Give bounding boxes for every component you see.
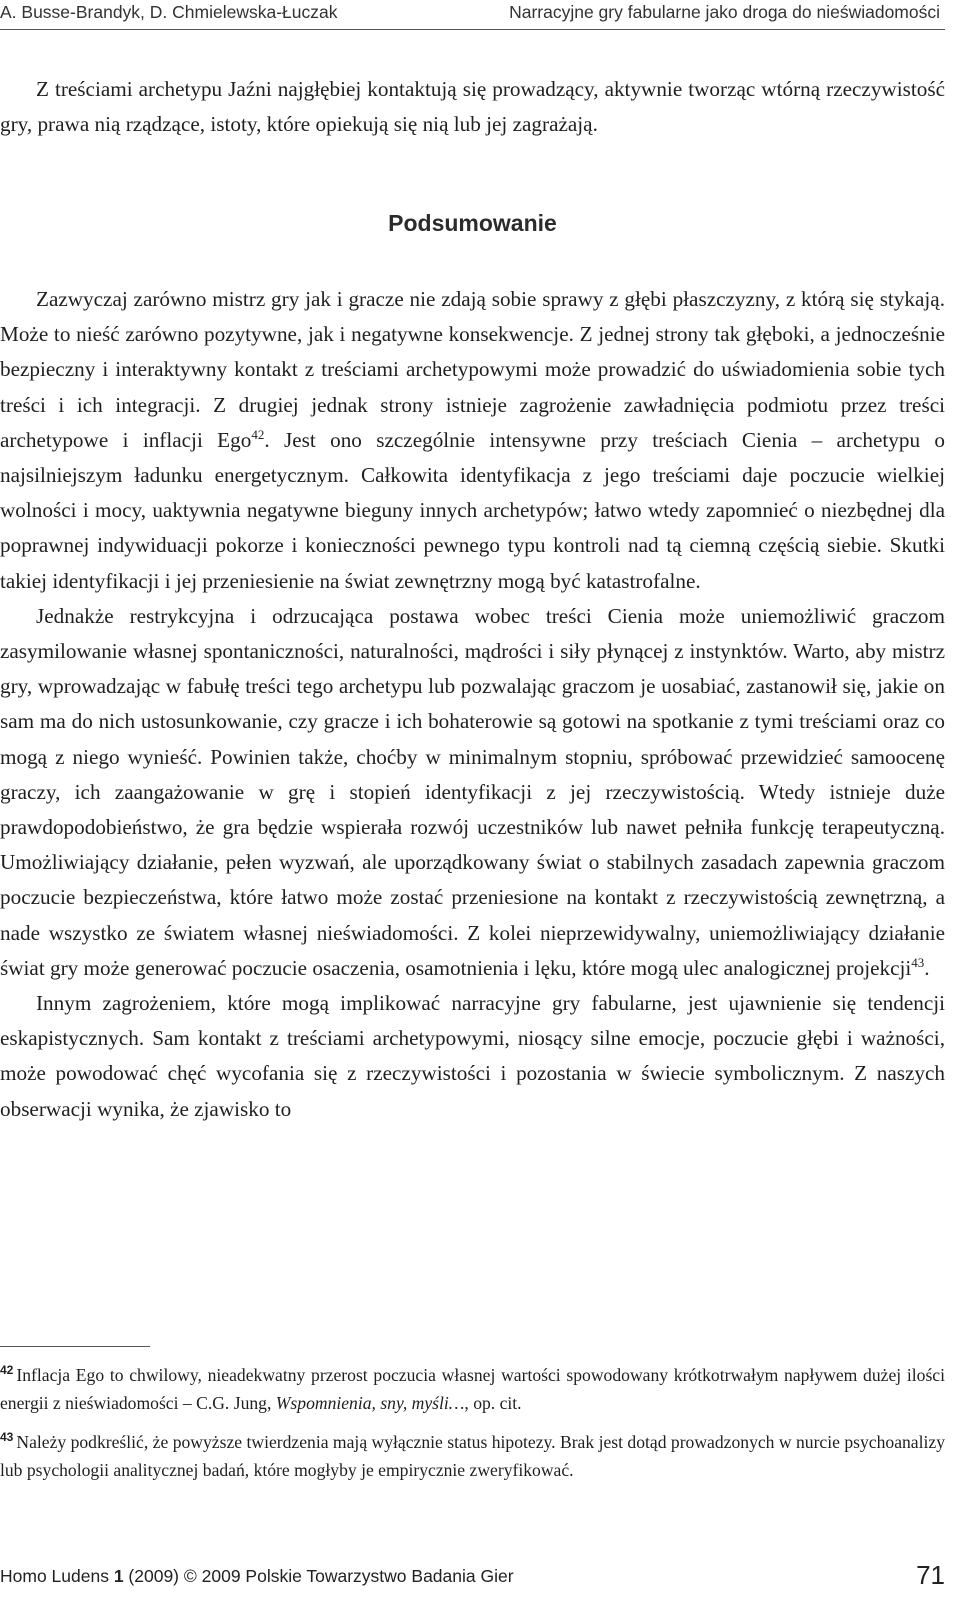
header-title: Narracyjne gry fabularne jako droga do nieświadomości bbox=[509, 2, 940, 22]
journal-info bbox=[0, 1566, 514, 1587]
journal-copyright: (2009) © 2009 Polskie Towarzystwo Badania Gier bbox=[123, 1566, 514, 1586]
footnote-text-end: , op. cit. bbox=[464, 1392, 522, 1413]
page-footer bbox=[0, 1560, 945, 1596]
intro-paragraph: Z treściami archetypu Jaźni najgłębiej kontaktują się prowadzący, aktywnie tworząc wtórną rzeczywistość gry, prawa nią rządzące, istoty, które opiekują się nią lub jej zagrażają. bbox=[0, 77, 945, 137]
footnote-ref-42[interactable]: 42 bbox=[251, 426, 265, 442]
footnote-number: 43 bbox=[0, 1430, 14, 1445]
running-header bbox=[0, 0, 960, 30]
paragraph-2-part-a: Jednakże restrykcyjna i odrzucająca postawa wobec treści Cienia może uniemożliwić graczom zasymilowanie własnej spontaniczności, naturalności, mądrości i siły płynącej z instynktów. Warto, aby mistrz gry, wprowadzając w fabułę treści tego archetypu lub pozwalając graczom je uosabiać, zastanowił się, jakie on sam ma do nich ustosunkowanie, czy gracze i ich bohaterowie są gotowi na spotkanie z tymi treściami oraz co mogą z niego wynieść. Powinien także, choćby w minimalnym stopniu, spróbować przewidzieć samoocenę graczy, ich zaangażowanie w grę i stopień identyfikacji z jej rzeczywistością. Wtedy istnieje duże prawdopodobieństwo, że gra będzie wspierała rozwój uczestników lub nawet pełniła funkcję terapeutyczną. Umożliwiający działanie, pełen wyzwań, ale uporządkowany świat o stabilnych zasadach zapewnia graczom poczucie bezpieczeństwa, które łatwo może zostać przeniesione na kontakt z rzeczywistością zewnętrzną, a nade wszystko ze światem własnej nieświadomości. Z kolei nieprzewidywalny, uniemożliwiający działanie świat gry może generować poczucie osaczenia, osamotnienia i lęku, które mogą ulec analogicznej projekcji bbox=[0, 603, 945, 980]
paragraph-1-part-b: . Jest ono szczególnie intensywne przy treściach Cienia – archetypu o najsilniejszym ładunku energetycznym. Całkowita identyfikacja z jego treściami daje poczucie wielkiej wolności i mocy, uaktywnia negatywne bieguny innych archetypów; łatwo wtedy zapomnieć o niezbędnej dla poprawnej indywiduacji pokorze i konieczności pewnego typu kontroli nad tą ciemną częścią siebie. Skutki takiej identyfikacji i jej przeniesienie na świat zewnętrzny mogą być katastrofalne. bbox=[0, 427, 945, 593]
paragraph-2 bbox=[0, 599, 945, 986]
page-number: 71 bbox=[916, 1560, 945, 1590]
footnote-ref-43[interactable]: 43 bbox=[911, 954, 925, 970]
main-text bbox=[0, 282, 945, 1127]
footnote-number: 42 bbox=[0, 1363, 14, 1378]
footnote-citation-title: Wspomnienia, sny, myśli… bbox=[275, 1392, 465, 1413]
footnote-text: Należy podkreślić, że powyższe twierdzenia mają wyłącznie status hipotezy. Brak jest dotąd prowadzonych w nurcie psychoanalizy lub psychologii analitycznej badań, które mogłyby je empirycznie zweryfikować. bbox=[0, 1432, 945, 1480]
intro-paragraph-block bbox=[0, 72, 945, 142]
paragraph-1-part-a: Zazwyczaj zarówno mistrz gry jak i gracze nie zdają sobie sprawy z głębi płaszczyzny, z którą się stykają. Może to nieść zarówno pozytywne, jak i negatywne konsekwencje. Z jednej strony tak głęboki, a jednocześnie bezpieczny i interaktywny kontakt z treściami archetypowymi może prowadzić do uświadomienia sobie tych treści i ich integracji. Z drugiej jednak strony istnieje zagrożenie zawładnięcia podmiotu przez treści archetypowe i inflacji Ego bbox=[0, 287, 945, 452]
footnote-43 bbox=[0, 1429, 945, 1484]
footnote-rule bbox=[0, 1346, 150, 1347]
footnote-text: Inflacja Ego to chwilowy, nieadekwatny przerost poczucia własnej wartości spowodowany krótkotrwałym napływem dużej ilości energii z nieświadomości – C.G. Jung, bbox=[0, 1365, 945, 1413]
paragraph-1 bbox=[0, 282, 945, 599]
paragraph-2-part-b: . bbox=[924, 955, 930, 980]
footnote-42 bbox=[0, 1362, 945, 1417]
paragraph-3: Innym zagrożeniem, które mogą implikować narracyjne gry fabularne, jest ujawnienie się tendencji eskapistycznych. Sam kontakt z treściami archetypowymi, niosący silne emocje, poczucie głębi i ważności, może powodować chęć wycofania się z rzeczywistości i pozostania w świecie symbolicznym. Z naszych obserwacji wynika, że zjawisko to bbox=[0, 991, 945, 1121]
journal-name: Homo Ludens bbox=[0, 1566, 114, 1586]
section-heading: Podsumowanie bbox=[388, 210, 557, 236]
header-rule bbox=[0, 29, 945, 30]
footnotes bbox=[0, 1362, 945, 1496]
journal-volume: 1 bbox=[113, 1566, 124, 1586]
header-authors: A. Busse-Brandyk, D. Chmielewska-Łuczak bbox=[0, 2, 338, 22]
